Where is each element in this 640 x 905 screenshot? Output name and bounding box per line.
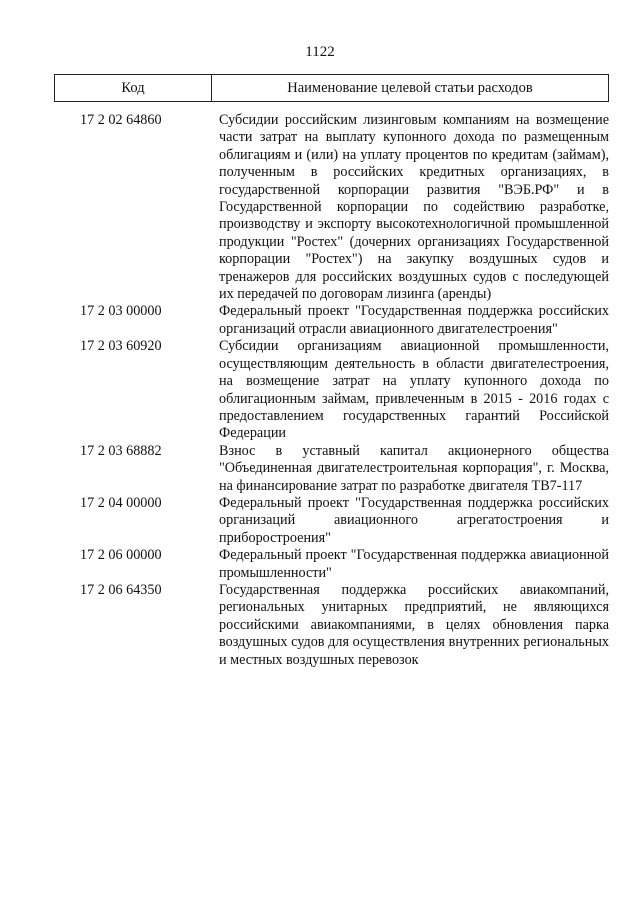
expense-description: Субсидии российским лизинговым компаниям на возмещение части затрат на выплату купонного дохода по размещенным облигациям и (или) на уплату процентов по кредитам (займам), полученным в российских кредитных организациях, в государственной корпорации развития "ВЭБ.РФ" и в Государственной корпорации по содействию разработке, производству и экспорту высокотехнологичной промышленной продукции "Ростех" (дочерних организациях Государственной корпорации "Ростех") на закупку воздушных судов и тренажеров для российских воздушных судов с последующей их передачей по договорам лизинга (аренды) <box>219 112 609 303</box>
expense-items-list <box>0 112 640 669</box>
expense-row <box>0 303 640 338</box>
expense-row <box>0 443 640 495</box>
expense-code: 17 2 03 60920 <box>80 338 162 355</box>
expense-row <box>0 547 640 582</box>
table-header <box>54 74 609 102</box>
expense-code: 17 2 03 00000 <box>80 303 162 320</box>
name-column-header: Наименование целевой статьи расходов <box>212 75 609 102</box>
expense-row <box>0 338 640 442</box>
expense-code: 17 2 03 68882 <box>80 442 162 459</box>
expense-code: 17 2 04 00000 <box>80 494 162 511</box>
expense-code: 17 2 06 64350 <box>80 581 162 598</box>
expense-code: 17 2 06 00000 <box>80 547 162 564</box>
expense-row <box>0 495 640 547</box>
expense-code: 17 2 02 64860 <box>80 112 162 128</box>
page-number: 1122 <box>305 44 335 60</box>
expense-description: Субсидии организациям авиационной промышленности, осуществляющим деятельность в области двигателестроения, на возмещение затрат на уплату купонного дохода по облигационным займам, привлеченным в 2015 - 2016 годах с предоставлением государственных гарантий Российской Федерации <box>219 338 609 442</box>
expense-description: Федеральный проект "Государственная поддержка российских организаций отрасли авиационного двигателестроения" <box>219 303 609 337</box>
expense-description: Государственная поддержка российских авиакомпаний, региональных унитарных предприятий, не являющихся российскими авиакомпаниями, в целях обновления парка воздушных судов для осуществления внутренних региональных и местных воздушных перевозок <box>219 581 609 668</box>
expense-row <box>0 582 640 669</box>
expense-description: Взнос в уставный капитал акционерного общества "Объединенная двигателестроительная корпорация", г. Москва, на финансирование затрат по разработке двигателя ТВ7-117 <box>219 442 609 494</box>
code-column-header: Код <box>55 75 212 102</box>
expense-description: Федеральный проект "Государственная поддержка авиационной промышленности" <box>219 547 609 581</box>
expense-row <box>0 112 640 303</box>
expense-description: Федеральный проект "Государственная поддержка российских организаций авиационного агрегатостроения и приборостроения" <box>219 494 609 546</box>
